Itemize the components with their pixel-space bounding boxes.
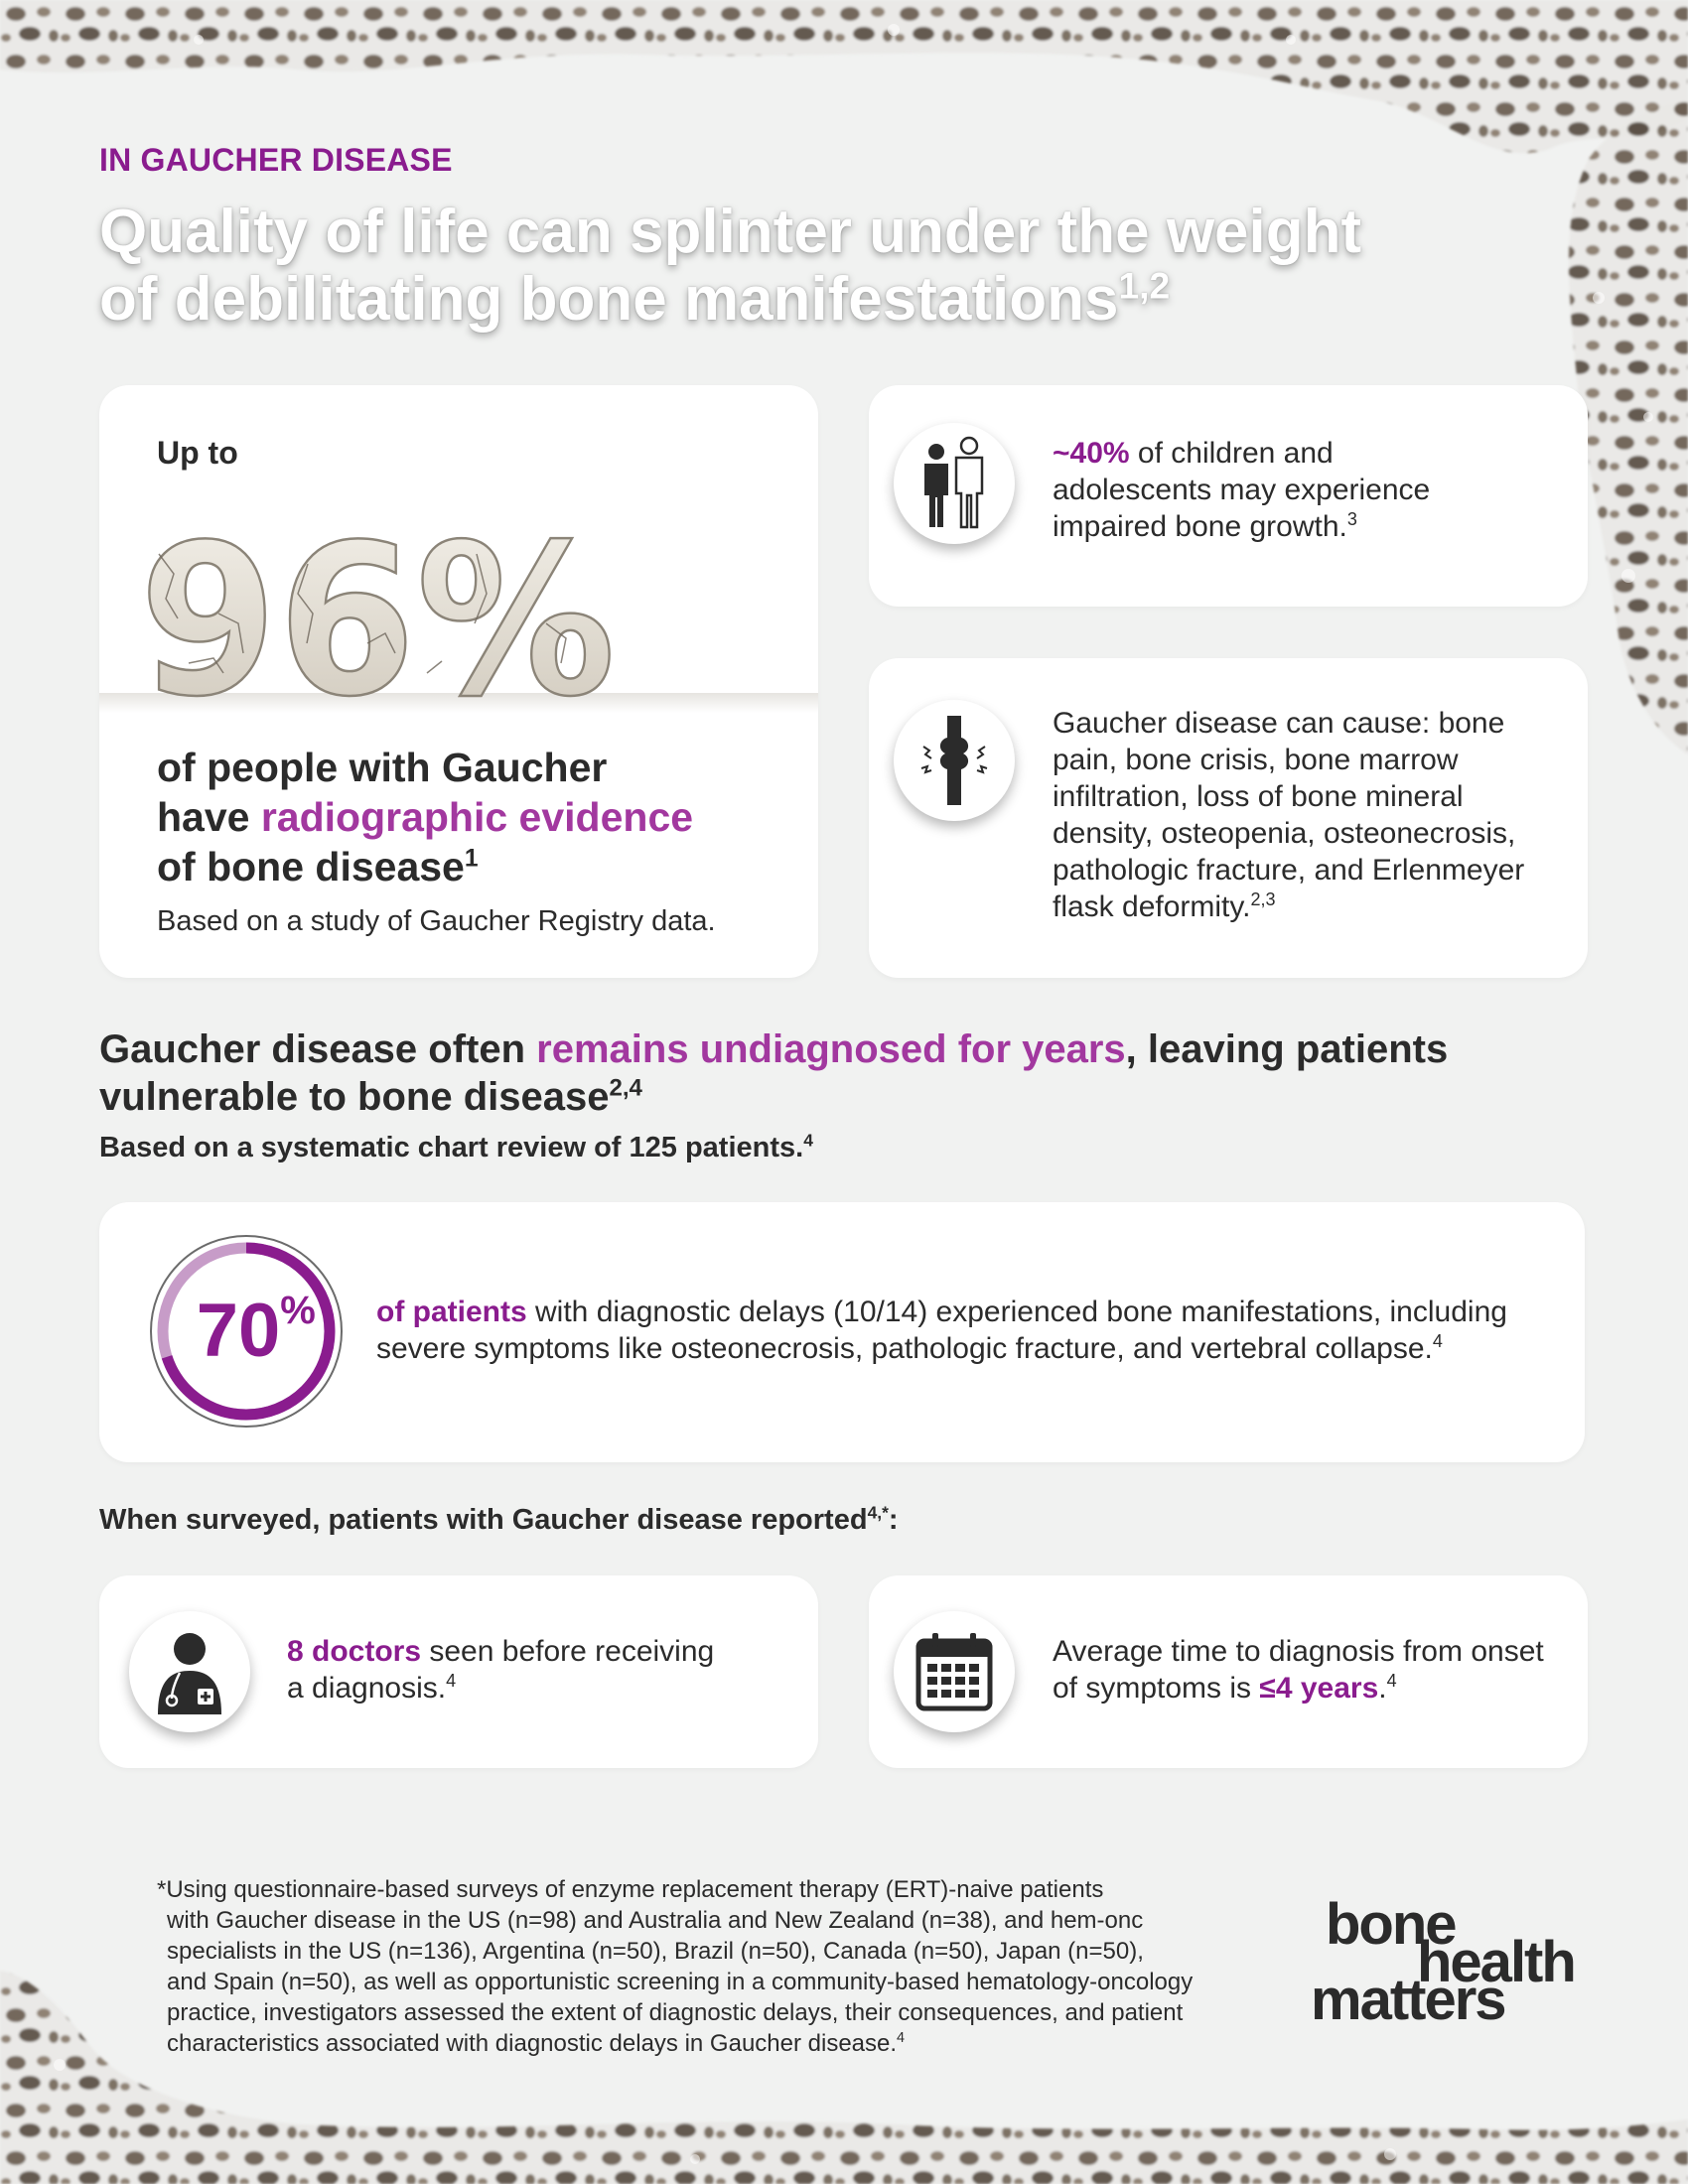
bone-health-matters-logo: [1306, 1892, 1604, 2032]
footnote-reference: 4: [897, 2030, 906, 2046]
undiagnosed-heading-reference: 2,4: [609, 1074, 642, 1102]
stat-96-line1: of people with Gaucher: [157, 745, 608, 790]
doctor-icon: [150, 1627, 229, 1716]
causes-line: flask deformity.: [1053, 890, 1251, 923]
undiagnosed-heading-plain2: , leaving patients: [1125, 1027, 1449, 1071]
causes-line: infiltration, loss of bone mineral: [1053, 780, 1464, 813]
footnote-line: with Gaucher disease in the US (n=98) and Australia and New Zealand (n=38), and hem-onc: [167, 1907, 1144, 1934]
undiagnosed-heading-line2: vulnerable to bone disease: [99, 1075, 610, 1119]
stat-70-highlight: of patients: [376, 1296, 527, 1328]
diagnosis-time-highlight: ≤4 years: [1259, 1672, 1379, 1705]
causes-line: density, osteopenia, osteonecrosis,: [1053, 817, 1516, 850]
children-card-text: [1053, 435, 1430, 545]
stat-70-text: [376, 1294, 1568, 1367]
stat-70-text-line1: with diagnostic delays (10/14) experienced bone manifestations, including: [526, 1296, 1507, 1328]
diagnosis-time-card: [869, 1575, 1588, 1768]
diagnosis-time-line1: Average time to diagnosis from onset: [1053, 1635, 1544, 1668]
footnote-line: and Spain (n=50), as well as opportunistic screening in a community-based hematology-oncology: [167, 1969, 1194, 1995]
diagnosis-time-end: .: [1378, 1672, 1387, 1705]
causes-reference: 2,3: [1250, 889, 1276, 909]
painful-joint-icon: [910, 711, 999, 810]
stat-96-card: [99, 385, 818, 978]
logo-word-health: health: [1417, 1930, 1575, 1994]
stat-96-line3: of bone disease: [157, 844, 465, 889]
undiagnosed-heading-highlight: remains undiagnosed for years: [536, 1027, 1126, 1071]
doctors-text-line2: a diagnosis.: [287, 1672, 447, 1705]
calendar-icon: [914, 1631, 994, 1712]
doctors-highlight: 8 doctors: [287, 1635, 422, 1668]
stat-70-number: 70: [196, 1289, 281, 1373]
cracked-96-percent-graphic: [99, 494, 818, 733]
survey-heading-reference: 4,*: [867, 1502, 889, 1523]
footnote: [157, 1874, 1249, 2059]
causes-line: pain, bone crisis, bone marrow: [1053, 744, 1459, 776]
causes-line: Gaucher disease can cause: bone: [1053, 707, 1505, 740]
stat-96-description: [157, 743, 693, 891]
diagnosis-time-reference: 4: [1386, 1671, 1397, 1691]
undiagnosed-subheading: [99, 1132, 813, 1164]
undiagnosed-subheading-text: Based on a systematic chart review of 125 patients.: [99, 1132, 804, 1163]
survey-heading-colon: :: [888, 1504, 899, 1536]
calendar-icon-badge: [894, 1611, 1015, 1732]
stat-70-percent-sign: %: [280, 1289, 316, 1332]
children-reference: 3: [1346, 509, 1357, 529]
survey-heading: [99, 1504, 899, 1537]
doctors-text-line1: seen before receiving: [421, 1635, 715, 1668]
footnote-line: *Using questionnaire-based surveys of enzyme replacement therapy (ERT)-naive patients: [157, 1876, 1104, 1903]
adult-child-icon: [914, 434, 994, 533]
stat-96-line2: have: [157, 794, 261, 840]
doctor-icon-badge: [129, 1611, 250, 1732]
doctors-card: [99, 1575, 818, 1768]
stat-96-highlight: radiographic evidence: [260, 794, 694, 840]
adult-child-icon-badge: [894, 423, 1015, 544]
stat-70-reference: 4: [1432, 1331, 1443, 1351]
section-kicker: IN GAUCHER DISEASE: [99, 142, 453, 178]
diagnosis-time-text: [1053, 1633, 1544, 1706]
doctors-reference: 4: [446, 1671, 457, 1691]
stat-70-text-line2: severe symptoms like osteonecrosis, pathologic fracture, and vertebral collapse.: [376, 1332, 1433, 1365]
stat-96-note: Based on a study of Gaucher Registry data.: [157, 905, 716, 937]
stat-96-reference: 1: [464, 845, 479, 873]
footnote-line: specialists in the US (n=136), Argentina (n=50), Brazil (n=50), Canada (n=50), Japan (n=50),: [167, 1938, 1144, 1965]
causes-line: pathologic fracture, and Erlenmeyer: [1053, 854, 1525, 887]
children-highlight: ~40%: [1053, 437, 1130, 470]
page-headline: [99, 199, 1390, 334]
undiagnosed-heading-plain1: Gaucher disease often: [99, 1027, 537, 1071]
stat-96-number: 96%: [139, 499, 616, 733]
children-text-line3: impaired bone growth.: [1053, 510, 1347, 543]
logo-word-bone: bone: [1326, 1892, 1456, 1957]
stat-70-progress-ring: [147, 1232, 346, 1431]
survey-heading-text: When surveyed, patients with Gaucher disease reported: [99, 1504, 868, 1536]
children-card: [869, 385, 1588, 607]
doctors-card-text: [287, 1633, 714, 1706]
children-text-line2: adolescents may experience: [1053, 474, 1431, 506]
headline-reference: 1,2: [1118, 264, 1171, 307]
diagnosis-time-line2: of symptoms is: [1053, 1672, 1260, 1705]
bone-causes-card: [869, 658, 1588, 978]
stat-prefix: Up to: [157, 435, 238, 471]
painful-joint-icon-badge: [894, 700, 1015, 821]
undiagnosed-heading: [99, 1025, 1569, 1121]
stat-70-card: [99, 1202, 1585, 1462]
children-text-line1: of children and: [1129, 437, 1334, 470]
undiagnosed-subheading-reference: 4: [803, 1130, 813, 1151]
bone-causes-text: [1053, 705, 1569, 925]
footnote-line: practice, investigators assessed the extent of diagnostic delays, their consequences, and patient: [167, 1999, 1184, 2026]
headline-line-2: of debilitating bone manifestations: [99, 265, 1119, 334]
logo-word-matters: matters: [1311, 1968, 1505, 2032]
footnote-line: characteristics associated with diagnostic delays in Gaucher disease.: [167, 2030, 898, 2057]
headline-line-1: Quality of life can splinter under the weight: [99, 198, 1362, 266]
